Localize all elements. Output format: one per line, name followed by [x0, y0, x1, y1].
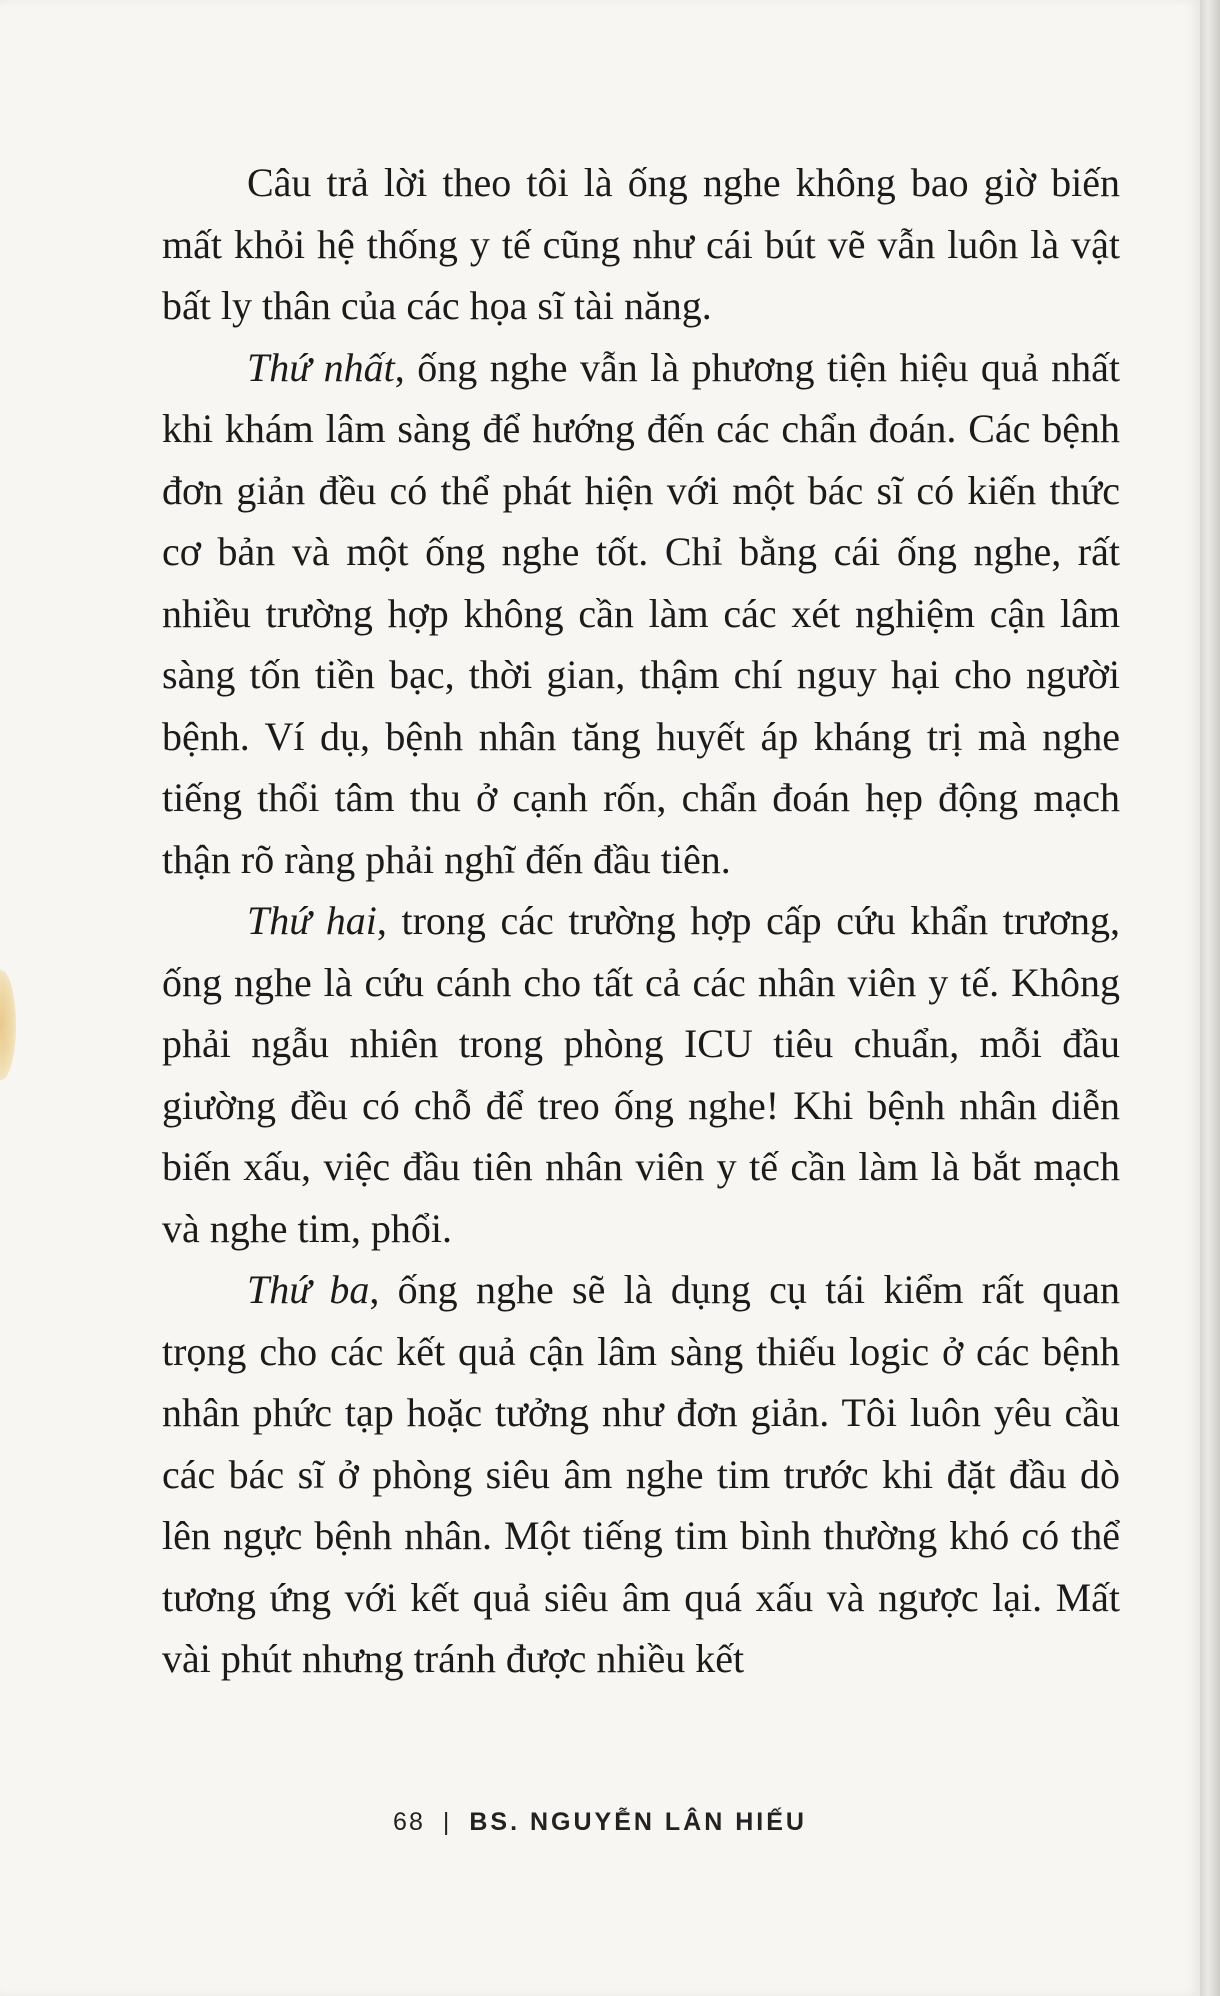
page-number: 68 — [393, 1808, 425, 1836]
paragraph-3 — [162, 890, 1120, 1259]
paragraph-body: Câu trả lời theo tôi là ống nghe không bao giờ biến mất khỏi hệ thống y tế cũng như cái bút vẽ vẫn luôn là vật bất ly thân của các họa sĩ tài năng. — [162, 160, 1120, 328]
paragraph-body: , trong các trường hợp cấp cứu khẩn trương, ống nghe là cứu cánh cho tất cả các nhân viên y tế. Không phải ngẫu nhiên trong phòng ICU tiêu chuẩn, mỗi đầu giường đều có chỗ để treo ống nghe! Khi bệnh nhân diễn biến xấu, việc đầu tiên nhân viên y tế cần làm là bắt mạch và nghe tim, phổi. — [162, 898, 1120, 1251]
paragraph-body: , ống nghe vẫn là phương tiện hiệu quả nhất khi khám lâm sàng để hướng đến các chẩn đoán. Các bệnh đơn giản đều có thể phát hiện với một bác sĩ có kiến thức cơ bản và một ống nghe tốt. Chỉ bằng cái ống nghe, rất nhiều trường hợp không cần làm các xét nghiệm cận lâm sàng tốn tiền bạc, thời gian, thậm chí nguy hại cho người bệnh. Ví dụ, bệnh nhân tăng huyết áp kháng trị mà nghe tiếng thổi tâm thu ở cạnh rốn, chẩn đoán hẹp động mạch thận rõ ràng phải nghĩ đến đầu tiên. — [162, 344, 1120, 882]
paragraph-lead: Thứ hai — [247, 898, 377, 943]
footer-separator: | — [442, 1808, 452, 1836]
page-footer — [0, 1808, 1200, 1837]
paragraph-4 — [162, 1259, 1120, 1690]
paragraph-1 — [162, 152, 1120, 337]
paragraph-lead: Thứ ba — [247, 1267, 370, 1312]
paragraph-2 — [162, 337, 1120, 891]
page-stain — [0, 970, 16, 1080]
paragraph-body: , ống nghe sẽ là dụng cụ tái kiểm rất quan trọng cho các kết quả cận lâm sàng thiếu logic ở các bệnh nhân phức tạp hoặc tưởng như đơn giản. Tôi luôn yêu cầu các bác sĩ ở phòng siêu âm nghe tim trước khi đặt đầu dò lên ngực bệnh nhân. Một tiếng tim bình thường khó có thể tương ứng với kết quả siêu âm quá xấu và ngược lại. Mất vài phút nhưng tránh được nhiều kết — [162, 1267, 1120, 1681]
author-name: BS. NGUYỄN LÂN HIẾU — [469, 1808, 807, 1836]
page-edge — [1200, 0, 1220, 1996]
body-text — [162, 152, 1120, 1690]
paragraph-lead: Thứ nhất — [247, 344, 395, 390]
